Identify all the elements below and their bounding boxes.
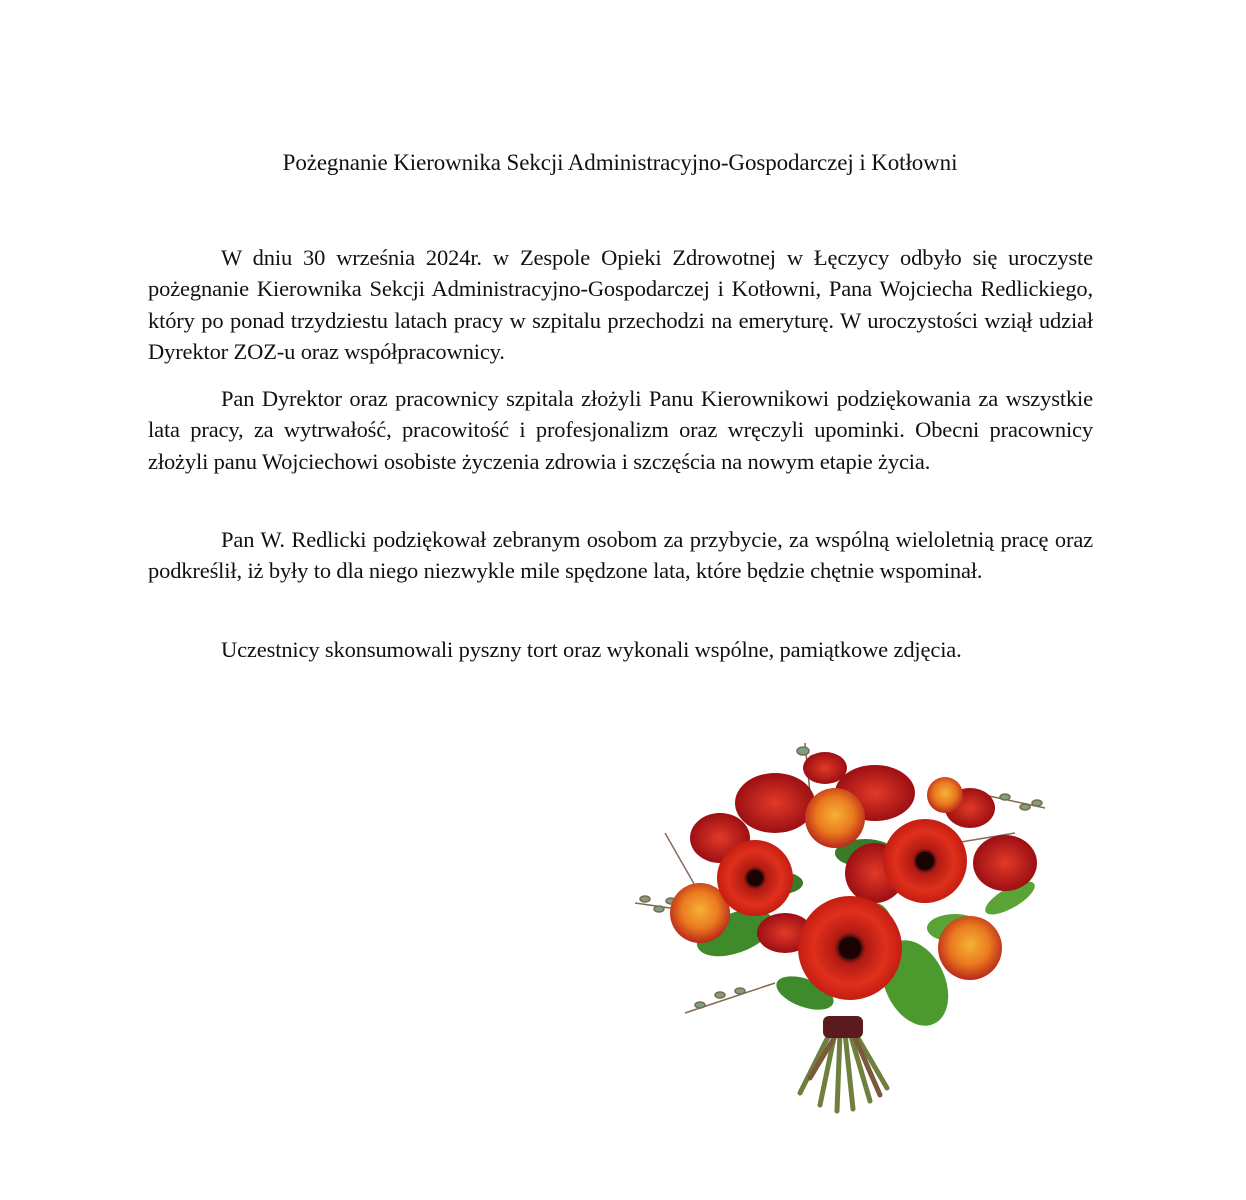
ribbon (823, 1016, 863, 1038)
paragraph-4: Uczestnicy skonsumowali pyszny tort oraz wykonali wspólne, pamiątkowe zdjęcia. (221, 637, 962, 662)
document-title: Pożegnanie Kierownika Sekcji Administracyjno-Gospodarczej i Kotłowni (282, 150, 958, 175)
paragraph-3: Pan W. Redlicki podziękował zebranym osobom za przybycie, za wspólną wieloletnią pracę oraz podkreślił, iż były to dla niego niezwykle mile spędzone lata, które będzie chętnie wspominał. (148, 527, 1093, 584)
paragraph-2: Pan Dyrektor oraz pracownicy szpitala złożyli Panu Kierownikowi podziękowania za wszystkie lata pracy, za wytrwałość, pracowitość i profesjonalizm oraz wręczyli upominki. Obecni pracownicy złożyli panu Wojciechowi osobiste życzenia zdrowia i szczęścia na nowym etapie życia. (148, 386, 1093, 474)
paragraph-1: W dniu 30 września 2024r. w Zespole Opieki Zdrowotnej w Łęczycy odbyło się uroczyste pożegnanie Kierownika Sekcji Administracyjno-Gospodarczej i Kotłowni, Pana Wojciecha Redlickiego, który po ponad trzydziestu latach pracy w szpitalu przechodzi na emeryturę. W uroczystości wziął udział Dyrektor ZOZ-u oraz współpracownicy. (148, 245, 1093, 364)
stems (800, 1033, 887, 1111)
flower-bouquet-image (625, 733, 1055, 1118)
